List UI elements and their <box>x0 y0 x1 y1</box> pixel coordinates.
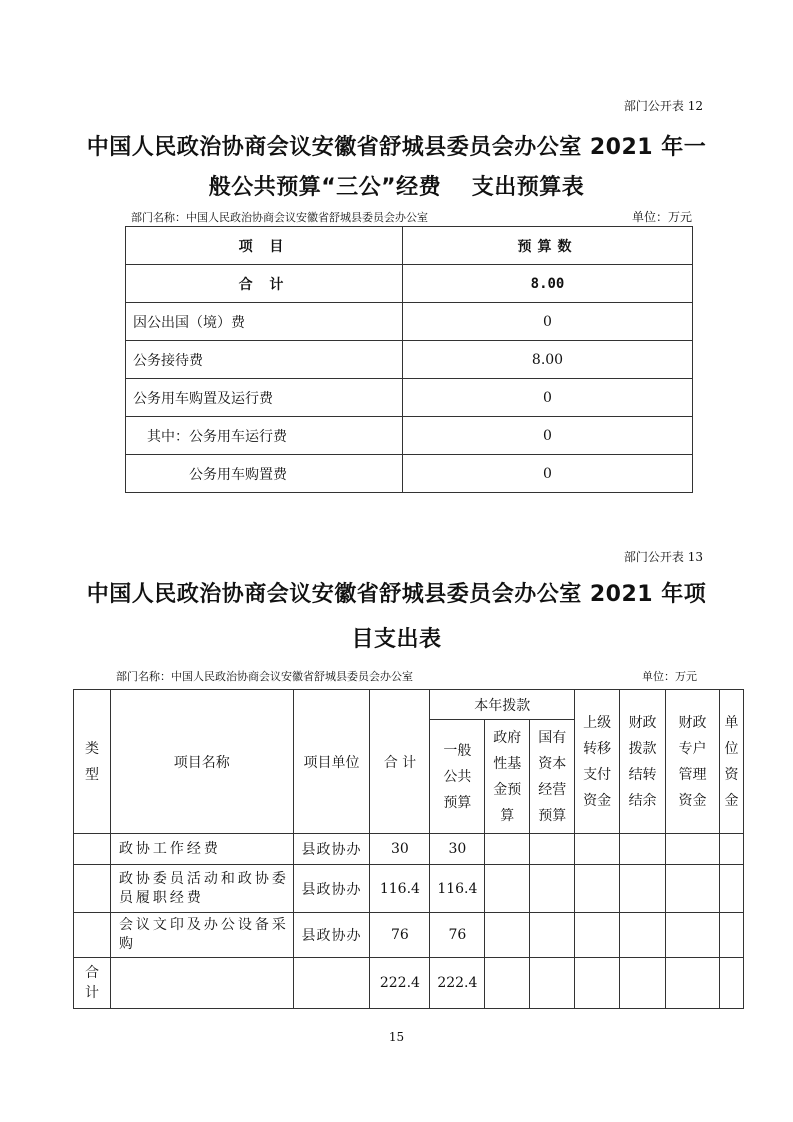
table13-unit-label: 单位：万元 <box>642 670 697 683</box>
table12-title-line1: 中国人民政治协商会议安徽省舒城县委员会办公室 2021 年一 <box>86 135 707 160</box>
table12-dept-label: 部门名称：中国人民政治协商会议安徽省舒城县委员会办公室 <box>131 211 428 224</box>
row-type: 合 计 <box>74 958 111 1009</box>
row-empty <box>530 834 575 865</box>
row-item: 公务用车购置费 <box>126 455 403 493</box>
row-type <box>74 913 111 958</box>
row-total: 30 <box>370 834 430 865</box>
row-item: 其中：公务用车运行费 <box>126 417 403 455</box>
row-empty <box>575 865 620 913</box>
row-value: 0 <box>403 303 693 341</box>
row-general-public: 222.4 <box>430 958 485 1009</box>
row-item: 公务用车购置及运行费 <box>126 379 403 417</box>
row-empty <box>719 865 743 913</box>
row-empty <box>666 834 720 865</box>
row-total: 116.4 <box>370 865 430 913</box>
header-total: 合 计 <box>370 690 430 834</box>
row-empty <box>575 913 620 958</box>
table-row <box>126 303 693 341</box>
row-value: 0 <box>403 417 693 455</box>
row-project-unit: 县政协办 <box>293 913 370 958</box>
row-value: 8.00 <box>403 341 693 379</box>
row-empty <box>620 865 666 913</box>
header-item: 项 目 <box>126 227 403 265</box>
row-value: 0 <box>403 379 693 417</box>
table-row <box>74 913 744 958</box>
row-empty <box>666 865 720 913</box>
page-number: 15 <box>388 1030 405 1044</box>
row-general-public: 30 <box>430 834 485 865</box>
row-empty <box>719 913 743 958</box>
header-type: 类 型 <box>74 690 111 834</box>
row-empty <box>666 913 720 958</box>
table-row <box>126 417 693 455</box>
row-project-name: 政协工作经费 <box>110 834 293 865</box>
row-general-public: 116.4 <box>430 865 485 913</box>
table13-title-line2: 目支出表 <box>351 627 442 652</box>
row-project-unit: 县政协办 <box>293 865 370 913</box>
table13-title-line1: 中国人民政治协商会议安徽省舒城县委员会办公室 2021 年项 <box>86 582 707 607</box>
row-empty <box>530 865 575 913</box>
row-project-name: 政协委员活动和政协委员履职经费 <box>110 865 293 913</box>
header-unit-funds: 单 位 资 金 <box>719 690 743 834</box>
row-project-unit: 县政协办 <box>293 834 370 865</box>
table13-dept-label: 部门名称：中国人民政治协商会议安徽省舒城县委员会办公室 <box>116 670 413 683</box>
row-empty <box>620 913 666 958</box>
row-item: 因公出国（境）费 <box>126 303 403 341</box>
header-fiscal-carryover: 财政 拨款 结转 结余 <box>620 690 666 834</box>
row-empty <box>485 913 530 958</box>
row-empty <box>485 834 530 865</box>
row-empty <box>530 913 575 958</box>
row-general-public: 76 <box>430 913 485 958</box>
table-row-total <box>74 958 744 1009</box>
table13-project-expenditure <box>73 689 744 1009</box>
table12-title-line2: 般公共预算“三公”经费 支出预算表 <box>208 175 585 200</box>
row-empty <box>666 958 720 1009</box>
table-row <box>74 865 744 913</box>
table-header-row <box>74 690 744 720</box>
form-number-12: 部门公开表 12 <box>623 99 703 113</box>
row-empty <box>719 958 743 1009</box>
row-empty <box>485 958 530 1009</box>
header-fiscal-special-account: 财政 专户 管理 资金 <box>666 690 720 834</box>
table-row <box>126 379 693 417</box>
row-item: 合 计 <box>126 265 403 303</box>
row-type <box>74 865 111 913</box>
row-empty <box>575 834 620 865</box>
row-value: 0 <box>403 455 693 493</box>
row-item: 公务接待费 <box>126 341 403 379</box>
table12-unit-label: 单位：万元 <box>631 210 692 224</box>
row-project-name <box>110 958 293 1009</box>
row-empty <box>620 834 666 865</box>
header-general-public-budget: 一般 公共 预算 <box>430 720 485 834</box>
row-project-name: 会议文印及办公设备采购 <box>110 913 293 958</box>
header-gov-fund-budget: 政府 性基 金预 算 <box>485 720 530 834</box>
form-number-13: 部门公开表 13 <box>623 550 703 564</box>
row-empty <box>485 865 530 913</box>
row-empty <box>575 958 620 1009</box>
table-header-row <box>126 227 693 265</box>
row-empty <box>620 958 666 1009</box>
row-type <box>74 834 111 865</box>
row-total: 222.4 <box>370 958 430 1009</box>
row-empty <box>530 958 575 1009</box>
header-current-year-appropriation: 本年拨款 <box>430 690 575 720</box>
header-upper-transfer: 上级 转移 支付 资金 <box>575 690 620 834</box>
header-project-unit: 项目单位 <box>293 690 370 834</box>
table-row <box>126 265 693 303</box>
table-row <box>126 455 693 493</box>
table-row <box>74 834 744 865</box>
header-project-name: 项目名称 <box>110 690 293 834</box>
row-empty <box>719 834 743 865</box>
row-total: 76 <box>370 913 430 958</box>
header-state-capital-budget: 国有 资本 经营 预算 <box>530 720 575 834</box>
header-budget: 预算数 <box>403 227 693 265</box>
table12-three-public-expenses <box>125 226 693 493</box>
table-row <box>126 341 693 379</box>
row-value: 8.00 <box>403 265 693 303</box>
row-project-unit <box>293 958 370 1009</box>
